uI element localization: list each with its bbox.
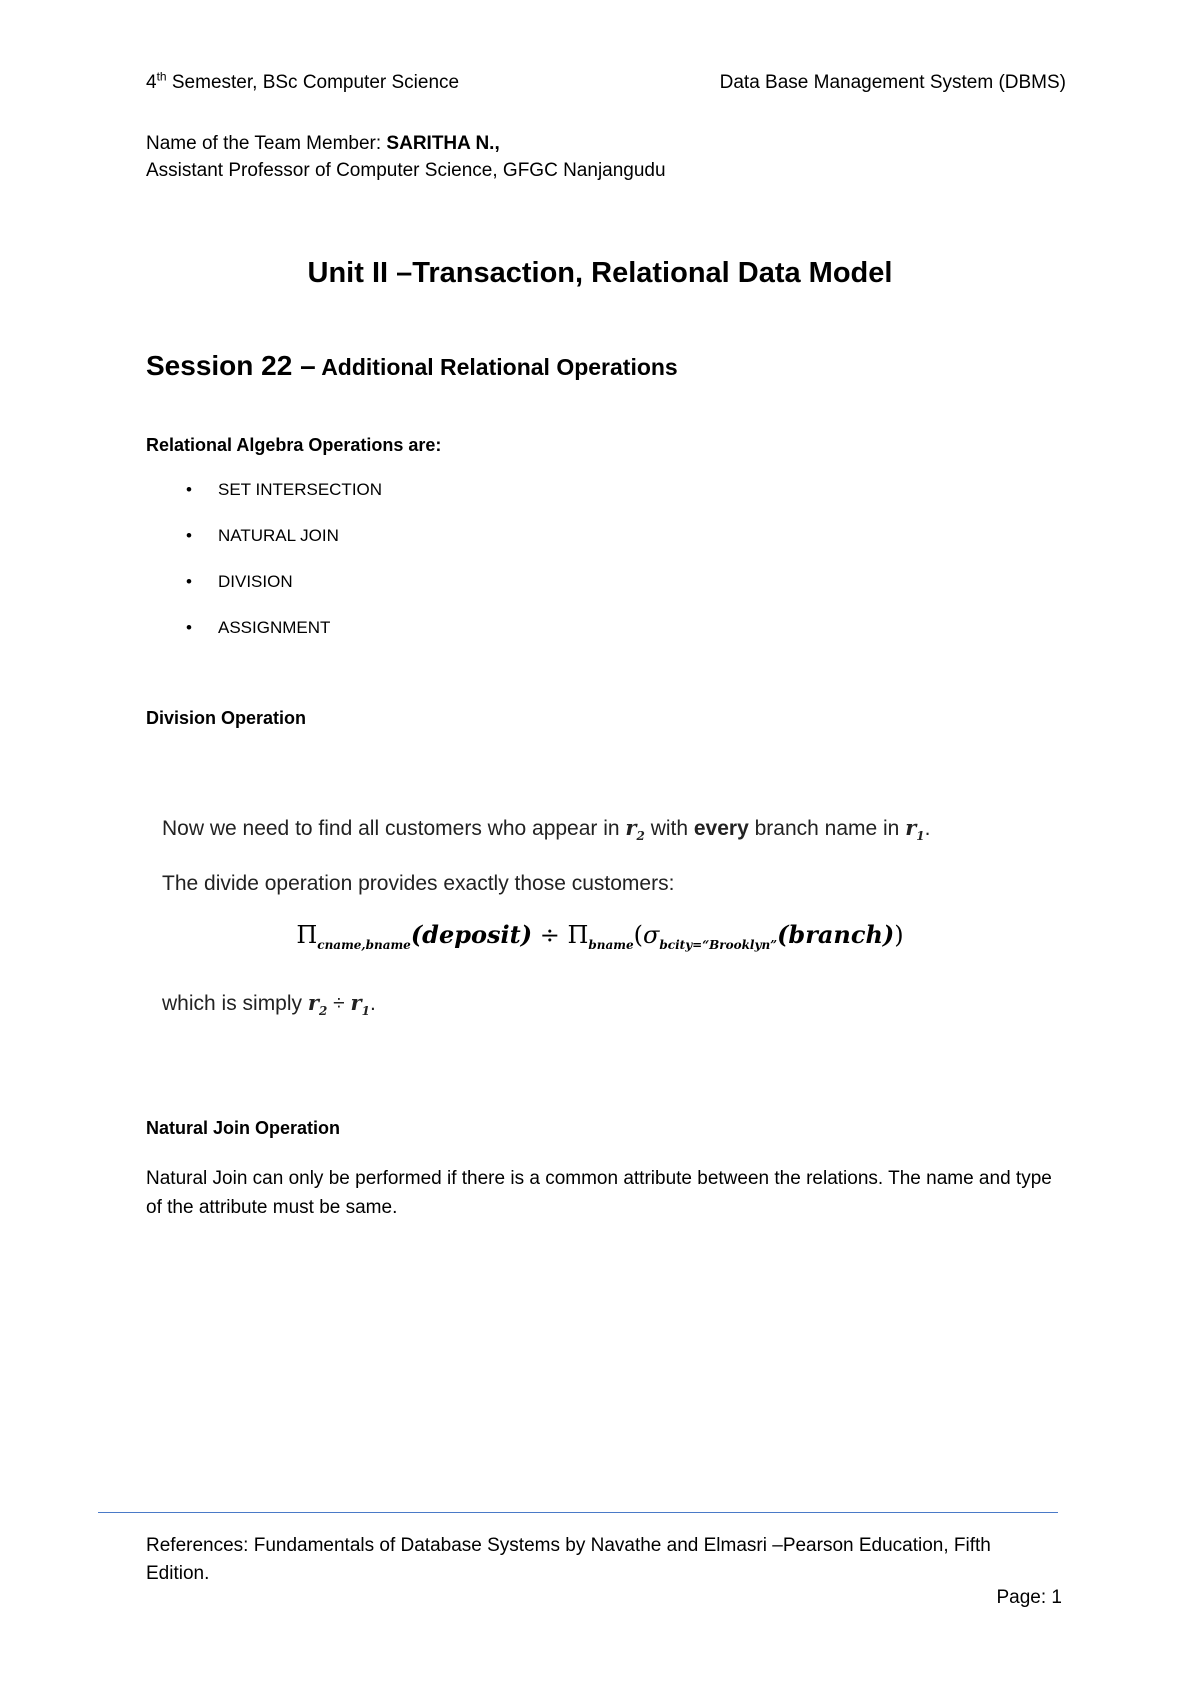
unit-title: Unit II –Transaction, Relational Data Model	[307, 257, 893, 289]
footer-divider	[98, 1512, 1058, 1513]
bullet-icon: •	[186, 480, 192, 499]
references: References: Fundamentals of Database Systems by Navathe and Elmasri –Pearson Education, Fifth Edition.	[146, 1535, 991, 1584]
division-line-1: Now we need to find all customers who appear in $r_2$ with every branch name in $r_1$.	[162, 815, 931, 844]
list-item: • NATURAL JOIN	[186, 526, 339, 545]
member-line: Name of the Team Member: SARITHA N.,	[146, 133, 500, 154]
member-affiliation: Assistant Professor of Computer Science, GFGC Nanjangudu	[146, 160, 666, 181]
page-number: Page: 1	[996, 1587, 1062, 1608]
list-item: • DIVISION	[186, 572, 293, 591]
division-formula: $\Pi_{cname,bname}(deposit)$ ÷ $\Pi_{bname}(\sigma_{bcity=“Brooklyn”}(branch))$	[296, 920, 904, 952]
division-heading: Division Operation	[146, 708, 307, 728]
division-line-2: The divide operation provides exactly those customers:	[162, 872, 675, 895]
bullet-icon: •	[186, 526, 192, 545]
bullet-icon: •	[186, 572, 192, 591]
division-line-3: which is simply $r_2 \div r_1$.	[162, 990, 376, 1019]
list-item: • ASSIGNMENT	[186, 618, 331, 637]
operations-list	[186, 480, 382, 664]
session-title: Session 22 – Additional Relational Operations	[146, 350, 678, 381]
natural-join-text: Natural Join can only be performed if there is a common attribute between the relations. The name and type of the attribute must be same.	[146, 1168, 1052, 1218]
list-item: • SET INTERSECTION	[186, 480, 383, 499]
header-course: Data Base Management System (DBMS)	[719, 72, 1066, 93]
natural-join-heading: Natural Join Operation	[146, 1118, 341, 1138]
team-member-block	[146, 130, 666, 184]
member-name: SARITHA N.,	[386, 133, 500, 154]
ops-heading: Relational Algebra Operations are:	[146, 435, 442, 455]
header-semester: 4th Semester, BSc Computer Science	[146, 69, 460, 93]
bullet-icon: •	[186, 618, 192, 637]
